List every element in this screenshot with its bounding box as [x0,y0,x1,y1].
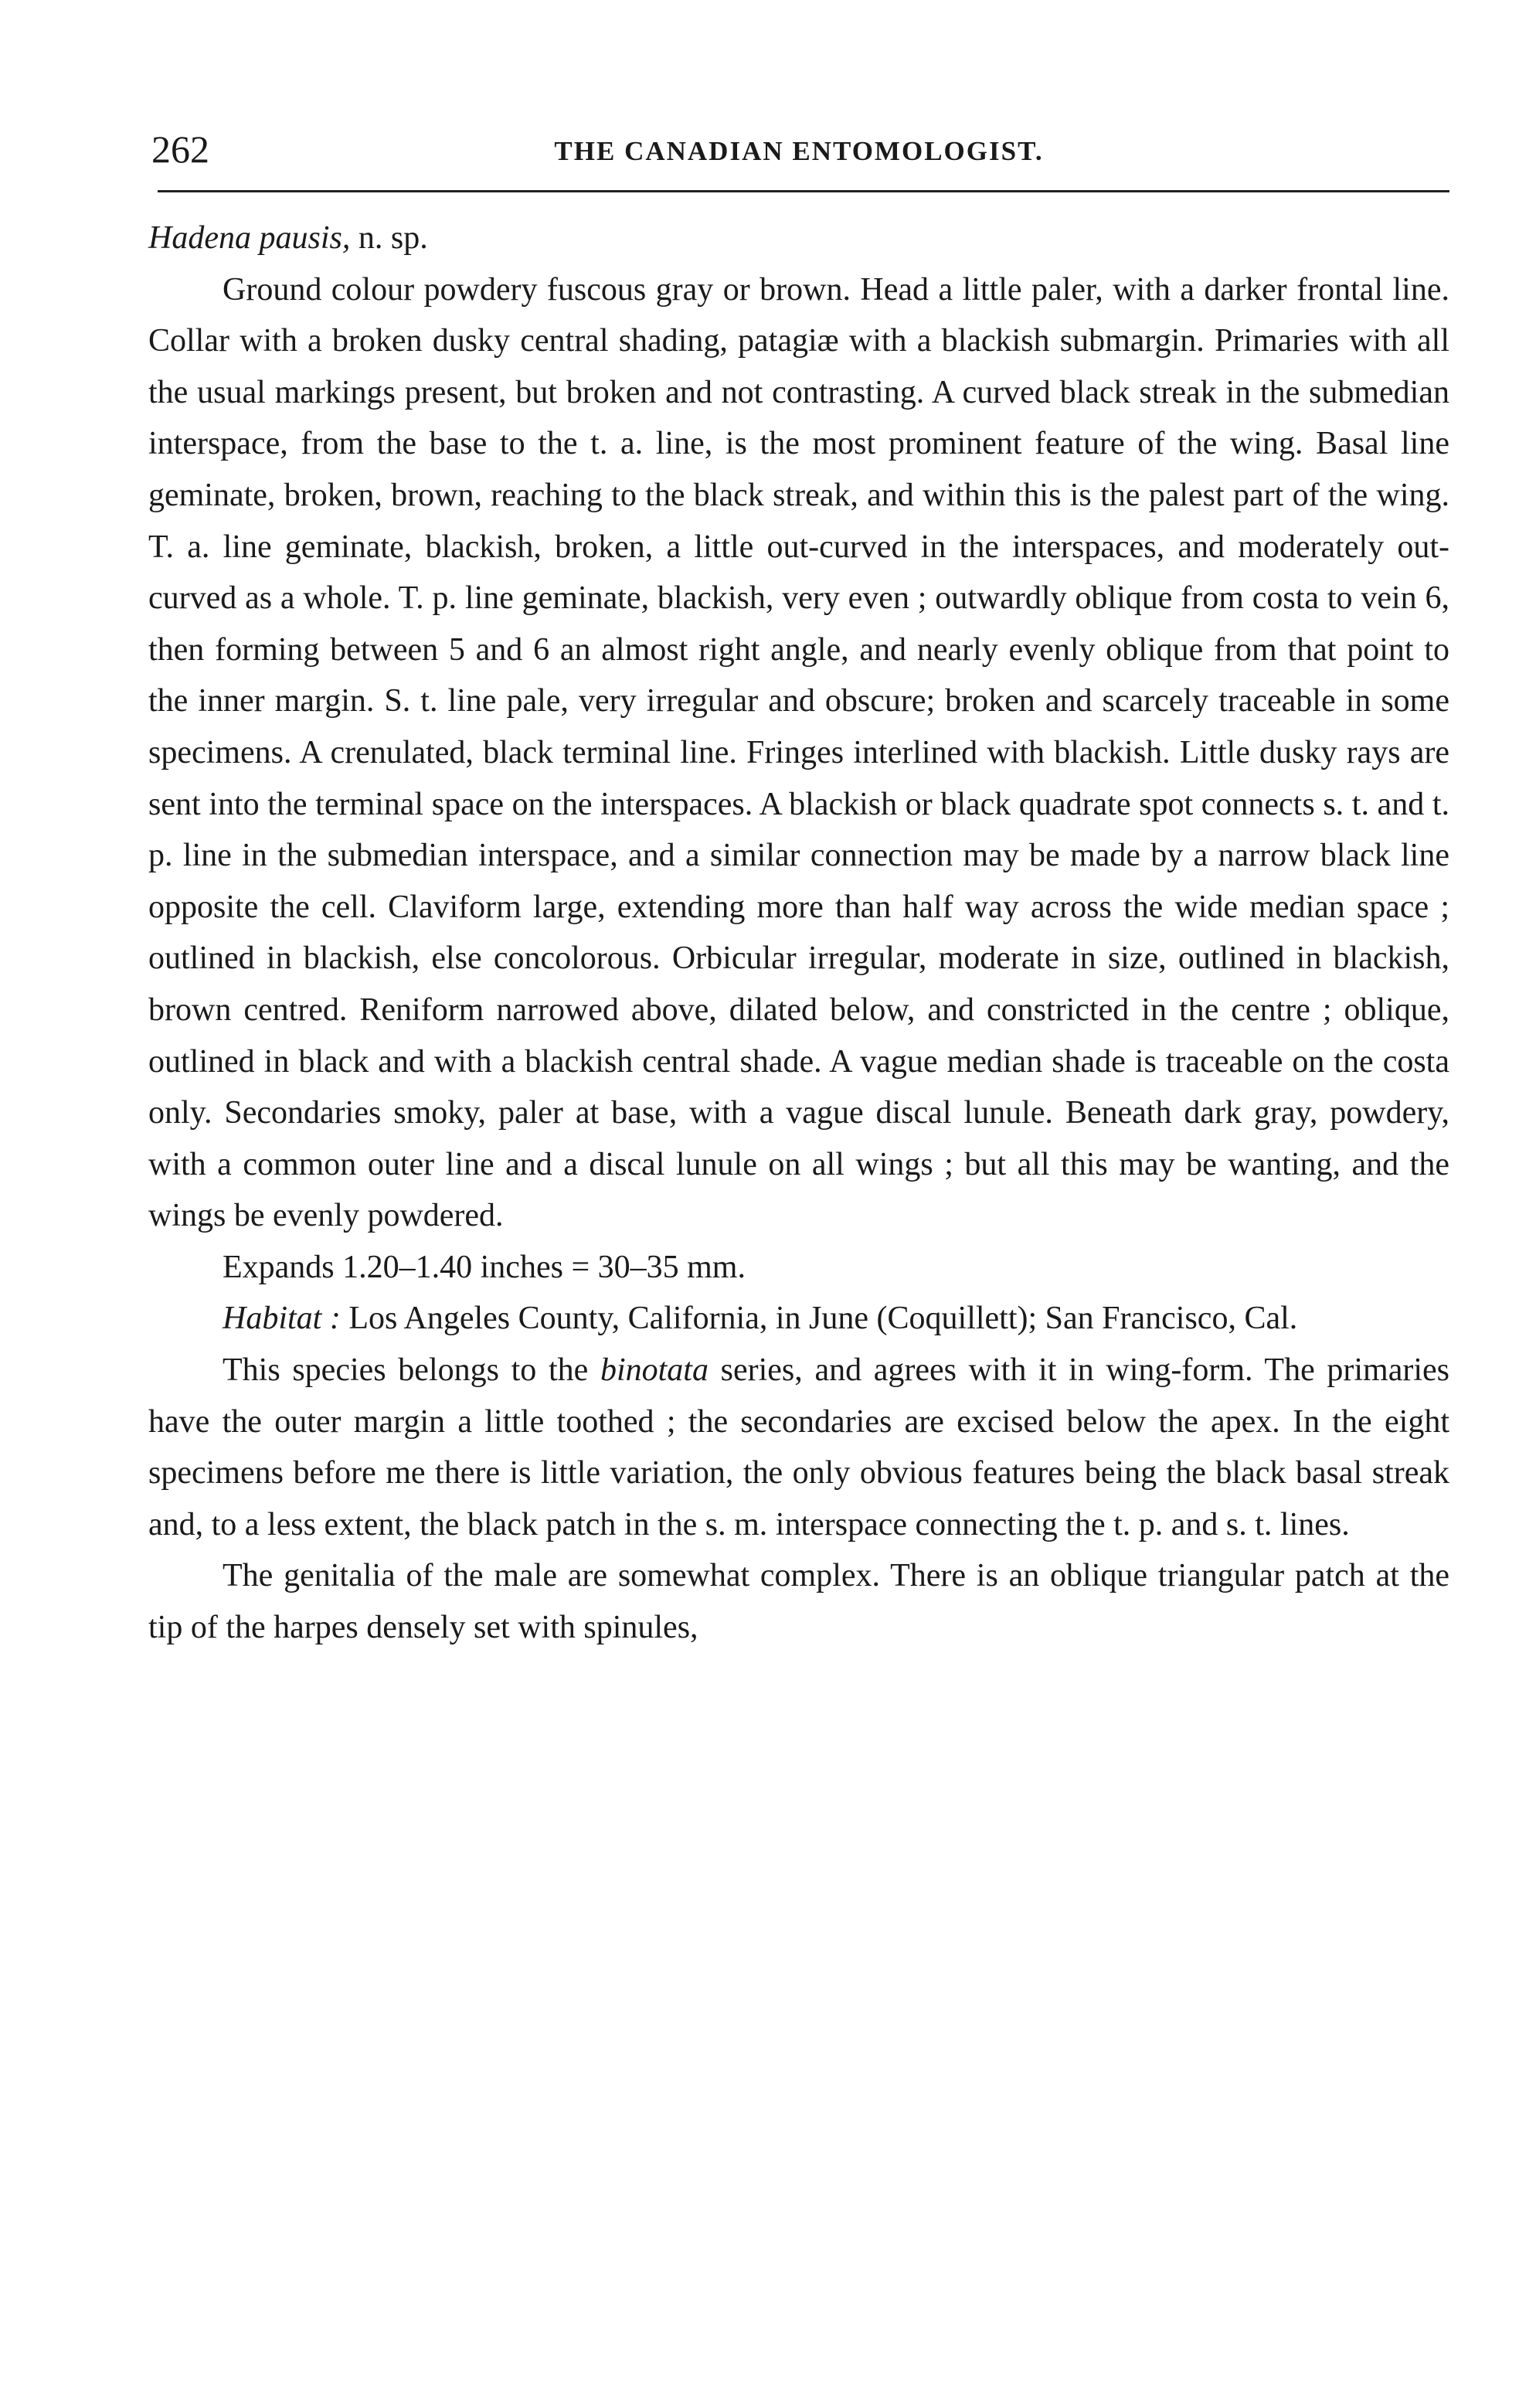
journal-title: THE CANADIAN ENTOMOLOGIST. [554,136,1044,166]
species-name: Hadena pausis, [148,220,351,256]
species-designation: n. sp. [358,220,428,256]
species-heading [148,213,1449,264]
remarks-after: series, and agrees with it in wing-form. The primaries have the outer margin a little toothed ; the secondaries are excised below the apex. In the eight specimens before me there is little variation, the only obvious features being the black basal streak and, to a less extent, the black patch in the s. m. interspace connecting the t. p. and s. t. lines. [148,1352,1449,1542]
article-body [148,213,1449,1654]
expands-paragraph: Expands 1.20–1.40 inches = 30–35 mm. [223,1249,746,1285]
genitalia-paragraph: The genitalia of the male are somewhat complex. There is an oblique triangular patch at the tip of the harpes densely set with spinules, [148,1558,1449,1646]
description-paragraph: Ground colour powdery fuscous gray or brown. Head a little paler, with a darker frontal line. Collar with a broken dusky central shading, patagiæ with a blackish submargin. Primaries with all the usual markings present, but broken and not contrasting. A curved black streak in the submedian interspace, from the base to the t. a. line, is the most prominent feature of the wing. Basal line geminate, broken, brown, reaching to the black streak, and within this is the palest part of the wing. T. a. line geminate, blackish, broken, a little out-curved in the interspaces, and moderately out-curved as a whole. T. p. line geminate, blackish, very even ; outwardly oblique from costa to vein 6, then forming between 5 and 6 an almost right angle, and nearly evenly oblique from that point to the inner margin. S. t. line pale, very irregular and obscure; broken and scarcely traceable in some specimens. A crenulated, black terminal line. Fringes interlined with blackish. Little dusky rays are sent into the terminal space on the interspaces. A blackish or black quadrate spot connects s. t. and t. p. line in the submedian interspace, and a similar connection may be made by a narrow black line opposite the cell. Claviform large, extending more than half way across the wide median space ; outlined in blackish, else concolorous. Orbicular irregular, moderate in size, outlined in blackish, brown centred. Reniform narrowed above, dilated below, and constricted in the centre ; oblique, outlined in black and with a blackish central shade. A vague median shade is traceable on the costa only. Secondaries smoky, paler at base, with a vague discal lunule. Beneath dark gray, powdery, with a common outer line and a discal lunule on all wings ; but all this may be wanting, and the wings be evenly powdered. [148,271,1449,1234]
habitat-label: Habitat : [223,1301,341,1337]
habitat-text: Los Angeles County, California, in June (Coquillett); San Francisco, Cal. [348,1301,1298,1337]
remarks-before: This species belongs to the [223,1352,589,1389]
series-name: binotata [600,1352,709,1389]
habitat-paragraph [148,1293,1449,1345]
page-number: 262 [151,128,209,171]
running-head [148,116,1449,178]
header-rule [158,190,1449,192]
remarks-paragraph [148,1345,1449,1550]
